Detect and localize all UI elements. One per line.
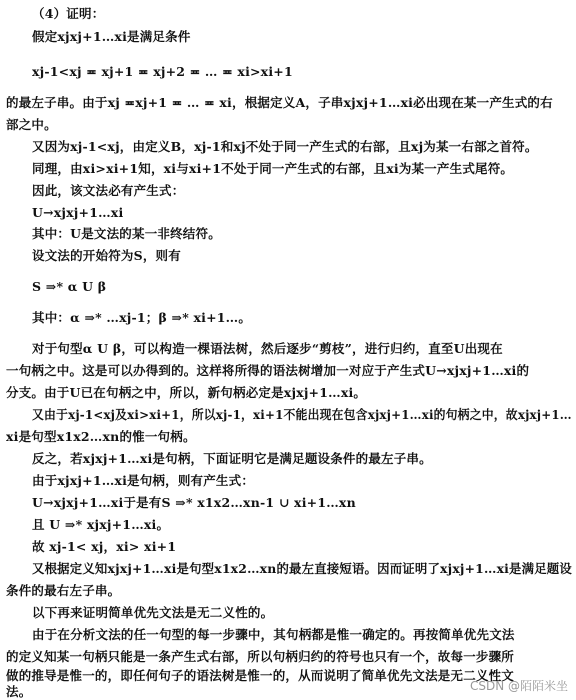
- text-line: 由于xjxj+1…xi是句柄，则有产生式：: [32, 473, 255, 488]
- text-line: 又根据定义知xjxj+1…xi是句型x1x2…xn的最左直接短语。因而证明了xjxj+1…xi是满足题设: [32, 561, 572, 576]
- text-line: 分支。由于U已在句柄之中，所以，新句柄必定是xjxj+1…xi。: [6, 385, 367, 400]
- text-line: 又因为xj-1<xj，由定义B，xj-1和xj不处于同一产生式的右部，且xj为某一右部之首符。: [32, 139, 538, 154]
- text-line: 对于句型α U β，可以构造一棵语法树，然后逐步“剪枝”，进行归约，直至U出现在: [32, 341, 503, 356]
- section-heading: （4）证明：: [32, 6, 105, 21]
- text-line: 部之中。: [6, 117, 57, 132]
- text-line: 同理，由xi>xi+1知，xi与xi+1不处于同一产生式的右部，且xi为某一产生式尾符。: [32, 161, 514, 176]
- formula-line: 且 U ⇒* xjxj+1…xi。: [32, 517, 170, 532]
- text-line: 以下再来证明简单优先文法是无二义性的。: [32, 605, 274, 620]
- text-line: 假定xjxj+1…xi是满足条件: [32, 29, 191, 44]
- formula-line: 其中：α ⇒* …xj-1；β ⇒* xi+1…。: [32, 310, 252, 325]
- text-line: 做的推导是惟一的，即任何句子的语法树是惟一的，从而说明了简单优先文法是无二义性文: [6, 668, 515, 683]
- text-line: 的定义知某一句柄只能是一条产生式右部，所以句柄归约的符号也只有一个，故每一步骤所: [6, 649, 515, 664]
- text-line: 一句柄之中。这是可以办得到的。这样将所得的语法树增加一对应于产生式U→xjxj+1…xi的: [6, 363, 530, 378]
- text-line: 的最左子串。由于xj ≖xj+1 ≖ … ≖ xi，根据定义A，子串xjxj+1…xi必出现在某一产生式的右: [6, 95, 553, 110]
- text-line: 因此，该文法必有产生式：: [32, 183, 185, 198]
- formula-line: xj-1<xj ≖ xj+1 ≖ xj+2 ≖ … ≖ xi>xi+1: [32, 64, 293, 79]
- text-line: 条件的最右左子串。: [6, 583, 121, 598]
- text-line: 设文法的开始符为S，则有: [32, 248, 181, 263]
- text-line: 法。: [6, 684, 32, 699]
- watermark: CSDN @陌陌米坐: [469, 679, 568, 693]
- formula-line: 故 xj-1< xj，xi> xi+1: [32, 539, 177, 554]
- formula-line: U→xjxj+1…xi: [32, 205, 124, 220]
- formula-line: U→xjxj+1…xi于是有S ⇒* x1x2…xn-1 ∪ xi+1…xn: [32, 495, 356, 510]
- formula-line: S ⇒* α U β: [32, 279, 107, 294]
- text-line: 由于在分析文法的任一句型的每一步骤中，其句柄都是惟一确定的。再按简单优先文法: [32, 627, 515, 642]
- text-line: xi是句型x1x2…xn的惟一句柄。: [6, 429, 196, 444]
- text-line: 反之，若xjxj+1…xi是句柄，下面证明它是满足题设条件的最左子串。: [32, 451, 432, 466]
- text-line: 其中：U是文法的某一非终结符。: [32, 226, 221, 241]
- text-line: 又由于xj-1<xj及xi>xi+1，所以xj-1，xi+1不能出现在包含xjxj+1…xi的句柄之中，故xjxj+1…: [32, 407, 572, 422]
